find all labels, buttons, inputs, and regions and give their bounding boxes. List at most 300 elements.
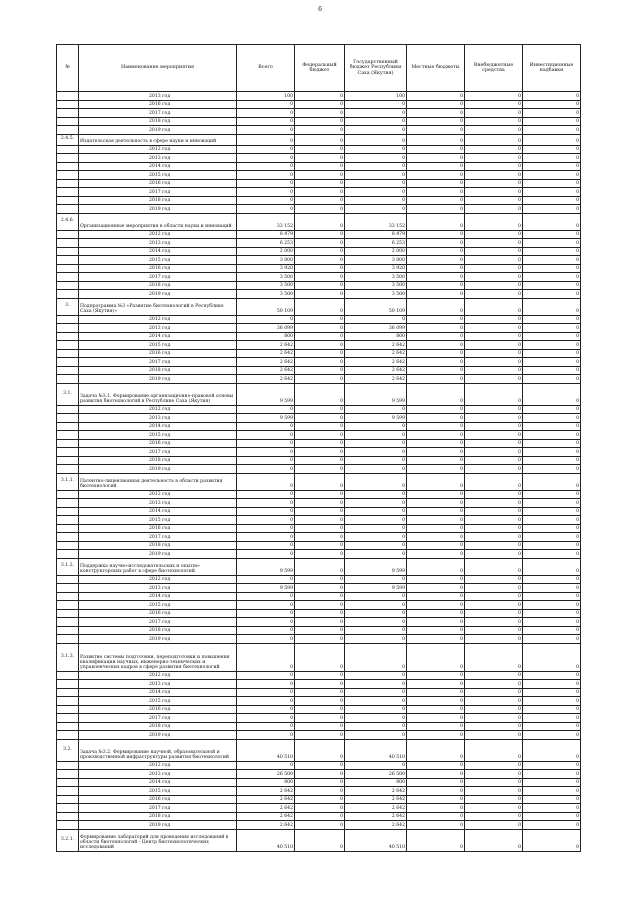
value-cell: 0 xyxy=(237,465,295,474)
value-cell: 0 xyxy=(407,324,465,333)
year-label: 2018 год xyxy=(79,456,237,465)
value-cell: 0 xyxy=(465,162,523,171)
value-cell: 8 479 xyxy=(345,230,407,239)
value-cell: 0 xyxy=(237,609,295,618)
value-cell: 0 xyxy=(295,739,345,761)
value-cell: 2 642 xyxy=(345,358,407,367)
value-cell: 0 xyxy=(465,705,523,714)
year-label: 2013 год xyxy=(79,499,237,508)
year-row xyxy=(57,205,581,214)
year-row xyxy=(57,230,581,239)
year-row xyxy=(57,635,581,644)
row-number xyxy=(57,405,79,414)
year-label: 2014 год xyxy=(79,332,237,341)
year-row xyxy=(57,550,581,559)
value-cell: 0 xyxy=(237,179,295,188)
value-cell: 0 xyxy=(407,490,465,499)
value-cell: 0 xyxy=(407,315,465,324)
value-cell: 0 xyxy=(407,465,465,474)
value-cell: 0 xyxy=(523,705,581,714)
value-cell: 0 xyxy=(407,422,465,431)
value-cell: 0 xyxy=(295,256,345,265)
section-row xyxy=(57,643,581,671)
value-cell: 3 500 xyxy=(237,281,295,290)
value-cell: 3 500 xyxy=(345,290,407,299)
row-number xyxy=(57,575,79,584)
value-cell: 0 xyxy=(295,162,345,171)
value-cell: 0 xyxy=(295,239,345,248)
value-cell: 2 642 xyxy=(345,821,407,830)
value-cell: 0 xyxy=(345,315,407,324)
value-cell: 0 xyxy=(295,804,345,813)
value-cell: 0 xyxy=(465,109,523,118)
value-cell: 0 xyxy=(523,273,581,282)
year-label: 2012 год xyxy=(79,671,237,680)
value-cell: 3 500 xyxy=(237,273,295,282)
value-cell: 0 xyxy=(523,230,581,239)
year-label: 2012 год xyxy=(79,490,237,499)
activity-name: Задача №3.1. Формирование организационно-правовой основы развития биотехнологий в Республике Саха (Якутия) xyxy=(79,383,237,405)
year-row xyxy=(57,601,581,610)
value-cell: 6 253 xyxy=(345,239,407,248)
row-number: 2.4.5. xyxy=(57,134,79,145)
value-cell: 0 xyxy=(523,688,581,697)
value-cell: 50 109 xyxy=(345,298,407,315)
value-cell: 0 xyxy=(237,688,295,697)
year-row xyxy=(57,332,581,341)
activity-name: Организационные мероприятия в области науки и инноваций xyxy=(79,213,237,230)
year-label: 2014 год xyxy=(79,162,237,171)
value-cell: 0 xyxy=(407,375,465,384)
year-row xyxy=(57,247,581,256)
value-cell: 0 xyxy=(237,592,295,601)
value-cell: 0 xyxy=(345,465,407,474)
year-row xyxy=(57,778,581,787)
year-row xyxy=(57,609,581,618)
row-number xyxy=(57,179,79,188)
row-number xyxy=(57,688,79,697)
year-row xyxy=(57,162,581,171)
year-label: 2015 год xyxy=(79,697,237,706)
value-cell: 0 xyxy=(295,761,345,770)
value-cell: 100 xyxy=(237,92,295,101)
value-cell: 0 xyxy=(345,196,407,205)
value-cell: 0 xyxy=(237,533,295,542)
value-cell: 0 xyxy=(465,126,523,135)
value-cell: 0 xyxy=(407,770,465,779)
value-cell: 0 xyxy=(523,349,581,358)
row-number xyxy=(57,465,79,474)
value-cell: 0 xyxy=(465,298,523,315)
value-cell: 0 xyxy=(465,804,523,813)
value-cell: 0 xyxy=(345,761,407,770)
value-cell: 0 xyxy=(523,516,581,525)
value-cell: 0 xyxy=(237,731,295,740)
value-cell: 0 xyxy=(407,290,465,299)
value-cell: 0 xyxy=(407,126,465,135)
value-cell: 0 xyxy=(407,134,465,145)
year-row xyxy=(57,705,581,714)
value-cell: 0 xyxy=(237,171,295,180)
value-cell: 0 xyxy=(407,778,465,787)
year-label: 2019 год xyxy=(79,290,237,299)
value-cell: 0 xyxy=(465,281,523,290)
year-label: 2016 год xyxy=(79,349,237,358)
value-cell: 0 xyxy=(345,162,407,171)
value-cell: 0 xyxy=(345,405,407,414)
year-row xyxy=(57,499,581,508)
value-cell: 0 xyxy=(345,731,407,740)
value-cell: 0 xyxy=(407,230,465,239)
value-cell: 9 599 xyxy=(237,414,295,423)
value-cell: 0 xyxy=(237,626,295,635)
value-cell: 0 xyxy=(465,499,523,508)
value-cell: 0 xyxy=(237,448,295,457)
row-number xyxy=(57,778,79,787)
value-cell: 0 xyxy=(523,154,581,163)
year-label: 2017 год xyxy=(79,448,237,457)
value-cell: 0 xyxy=(523,264,581,273)
value-cell: 0 xyxy=(407,247,465,256)
year-row xyxy=(57,584,581,593)
value-cell: 0 xyxy=(237,516,295,525)
value-cell: 0 xyxy=(465,601,523,610)
value-cell: 0 xyxy=(407,626,465,635)
value-cell: 6 253 xyxy=(237,239,295,248)
value-cell: 3 500 xyxy=(345,281,407,290)
row-number xyxy=(57,154,79,163)
value-cell: 0 xyxy=(295,795,345,804)
value-cell: 0 xyxy=(523,383,581,405)
value-cell: 33 152 xyxy=(237,213,295,230)
value-cell: 0 xyxy=(407,439,465,448)
year-row xyxy=(57,626,581,635)
value-cell: 0 xyxy=(407,366,465,375)
row-number xyxy=(57,697,79,706)
value-cell: 0 xyxy=(465,341,523,350)
value-cell: 0 xyxy=(523,812,581,821)
value-cell: 0 xyxy=(345,109,407,118)
value-cell: 0 xyxy=(465,524,523,533)
value-cell: 0 xyxy=(465,575,523,584)
value-cell: 0 xyxy=(407,584,465,593)
value-cell: 0 xyxy=(465,626,523,635)
row-number xyxy=(57,145,79,154)
value-cell: 0 xyxy=(523,162,581,171)
value-cell: 0 xyxy=(523,626,581,635)
year-label: 2015 год xyxy=(79,171,237,180)
row-number xyxy=(57,787,79,796)
value-cell: 9 599 xyxy=(345,558,407,575)
value-cell: 0 xyxy=(523,592,581,601)
year-row xyxy=(57,196,581,205)
year-row xyxy=(57,154,581,163)
value-cell: 0 xyxy=(465,697,523,706)
value-cell: 0 xyxy=(295,787,345,796)
value-cell: 0 xyxy=(465,795,523,804)
value-cell: 0 xyxy=(465,680,523,689)
value-cell: 0 xyxy=(295,507,345,516)
value-cell: 0 xyxy=(295,541,345,550)
value-cell: 0 xyxy=(523,366,581,375)
value-cell: 0 xyxy=(295,722,345,731)
year-label: 2016 год xyxy=(79,795,237,804)
year-row xyxy=(57,256,581,265)
row-number xyxy=(57,422,79,431)
value-cell: 0 xyxy=(407,414,465,423)
value-cell: 0 xyxy=(407,171,465,180)
value-cell: 0 xyxy=(465,117,523,126)
value-cell: 0 xyxy=(465,171,523,180)
value-cell: 0 xyxy=(465,405,523,414)
row-number xyxy=(57,366,79,375)
value-cell: 0 xyxy=(407,341,465,350)
value-cell: 0 xyxy=(465,533,523,542)
value-cell: 0 xyxy=(523,358,581,367)
value-cell: 0 xyxy=(523,722,581,731)
value-cell: 0 xyxy=(523,465,581,474)
value-cell: 0 xyxy=(345,179,407,188)
value-cell: 0 xyxy=(407,787,465,796)
value-cell: 800 xyxy=(345,778,407,787)
year-row xyxy=(57,592,581,601)
year-row xyxy=(57,456,581,465)
value-cell: 0 xyxy=(523,414,581,423)
value-cell: 0 xyxy=(237,109,295,118)
value-cell: 0 xyxy=(465,230,523,239)
value-cell: 0 xyxy=(465,770,523,779)
activity-name: Издательская деятельность в сфере науки и инноваций xyxy=(79,134,237,145)
value-cell: 0 xyxy=(237,643,295,671)
value-cell: 36 099 xyxy=(237,324,295,333)
funding-table xyxy=(56,44,581,852)
value-cell: 0 xyxy=(523,618,581,627)
value-cell: 0 xyxy=(345,188,407,197)
year-row xyxy=(57,281,581,290)
value-cell: 0 xyxy=(237,439,295,448)
year-label: 2016 год xyxy=(79,179,237,188)
year-label: 2017 год xyxy=(79,804,237,813)
value-cell: 0 xyxy=(407,558,465,575)
value-cell: 2 642 xyxy=(237,804,295,813)
value-cell: 0 xyxy=(465,422,523,431)
value-cell: 0 xyxy=(465,358,523,367)
activity-name: Патентно-лицензионная деятельность в области развития биотехнологий xyxy=(79,473,237,490)
row-number xyxy=(57,171,79,180)
value-cell: 0 xyxy=(523,714,581,723)
col-header-total: Всего xyxy=(237,45,295,92)
col-header-local: Местные бюджеты xyxy=(407,45,465,92)
row-number xyxy=(57,490,79,499)
row-number xyxy=(57,414,79,423)
value-cell: 0 xyxy=(345,541,407,550)
value-cell: 0 xyxy=(237,117,295,126)
value-cell: 0 xyxy=(523,134,581,145)
value-cell: 0 xyxy=(465,722,523,731)
row-number xyxy=(57,100,79,109)
value-cell: 0 xyxy=(523,635,581,644)
value-cell: 0 xyxy=(523,171,581,180)
value-cell: 0 xyxy=(345,688,407,697)
year-row xyxy=(57,239,581,248)
year-label: 2016 год xyxy=(79,609,237,618)
row-number xyxy=(57,256,79,265)
year-label: 2016 год xyxy=(79,439,237,448)
value-cell: 0 xyxy=(295,770,345,779)
value-cell: 0 xyxy=(465,92,523,101)
year-row xyxy=(57,795,581,804)
year-label: 2016 год xyxy=(79,524,237,533)
year-label: 2019 год xyxy=(79,205,237,214)
year-label: 2012 год xyxy=(79,145,237,154)
value-cell: 0 xyxy=(237,671,295,680)
section-row xyxy=(57,134,581,145)
col-header-number: № xyxy=(57,45,79,92)
year-label: 2019 год xyxy=(79,375,237,384)
value-cell: 0 xyxy=(345,100,407,109)
value-cell: 0 xyxy=(523,787,581,796)
value-cell: 2 642 xyxy=(237,366,295,375)
row-number: 3.1.3. xyxy=(57,643,79,671)
year-row xyxy=(57,341,581,350)
year-row xyxy=(57,358,581,367)
year-row xyxy=(57,821,581,830)
value-cell: 0 xyxy=(237,575,295,584)
value-cell: 0 xyxy=(295,731,345,740)
activity-name: Развитие системы подготовки, переподготовки и повышения квалификации научных, инженерно-технических и управленческих кадров в сфере развития биотехнологий xyxy=(79,643,237,671)
value-cell: 3 000 xyxy=(237,256,295,265)
value-cell: 0 xyxy=(237,431,295,440)
value-cell: 0 xyxy=(523,575,581,584)
value-cell: 0 xyxy=(295,499,345,508)
year-label: 2019 год xyxy=(79,731,237,740)
year-label: 2014 год xyxy=(79,778,237,787)
value-cell: 0 xyxy=(465,558,523,575)
value-cell: 0 xyxy=(345,592,407,601)
year-row xyxy=(57,697,581,706)
year-label: 2015 год xyxy=(79,601,237,610)
value-cell: 0 xyxy=(295,584,345,593)
value-cell: 0 xyxy=(237,405,295,414)
year-row xyxy=(57,414,581,423)
value-cell: 0 xyxy=(407,761,465,770)
year-row xyxy=(57,171,581,180)
value-cell: 0 xyxy=(407,731,465,740)
value-cell: 0 xyxy=(295,196,345,205)
value-cell: 0 xyxy=(295,264,345,273)
row-number xyxy=(57,281,79,290)
value-cell: 0 xyxy=(295,324,345,333)
value-cell: 0 xyxy=(407,739,465,761)
year-label: 2012 год xyxy=(79,315,237,324)
year-label: 2019 год xyxy=(79,635,237,644)
value-cell: 0 xyxy=(465,375,523,384)
value-cell: 100 xyxy=(345,92,407,101)
value-cell: 0 xyxy=(345,205,407,214)
year-label: 2014 год xyxy=(79,507,237,516)
value-cell: 0 xyxy=(407,92,465,101)
value-cell: 0 xyxy=(345,635,407,644)
year-label: 2013 год xyxy=(79,584,237,593)
value-cell: 0 xyxy=(465,188,523,197)
value-cell: 0 xyxy=(523,247,581,256)
value-cell: 0 xyxy=(407,456,465,465)
value-cell: 0 xyxy=(295,448,345,457)
row-number xyxy=(57,618,79,627)
year-row xyxy=(57,731,581,740)
header-row xyxy=(57,45,581,92)
value-cell: 0 xyxy=(407,431,465,440)
year-row xyxy=(57,315,581,324)
row-number xyxy=(57,635,79,644)
year-row xyxy=(57,787,581,796)
value-cell: 9 599 xyxy=(237,584,295,593)
value-cell: 0 xyxy=(407,332,465,341)
value-cell: 3 000 xyxy=(345,256,407,265)
row-number xyxy=(57,812,79,821)
value-cell: 0 xyxy=(407,281,465,290)
value-cell: 0 xyxy=(407,680,465,689)
year-row xyxy=(57,290,581,299)
year-row xyxy=(57,524,581,533)
value-cell: 3 500 xyxy=(237,290,295,299)
value-cell: 9 599 xyxy=(237,383,295,405)
value-cell: 0 xyxy=(295,829,345,851)
value-cell: 0 xyxy=(295,533,345,542)
row-number xyxy=(57,671,79,680)
value-cell: 2 642 xyxy=(237,349,295,358)
col-header-federal: Федеральный бюджет xyxy=(295,45,345,92)
value-cell: 0 xyxy=(237,550,295,559)
value-cell: 0 xyxy=(345,456,407,465)
value-cell: 0 xyxy=(465,273,523,282)
value-cell: 0 xyxy=(237,145,295,154)
value-cell: 0 xyxy=(523,601,581,610)
value-cell: 0 xyxy=(523,821,581,830)
value-cell: 0 xyxy=(407,688,465,697)
value-cell: 2 642 xyxy=(237,812,295,821)
value-cell: 0 xyxy=(237,601,295,610)
row-number xyxy=(57,533,79,542)
value-cell: 0 xyxy=(523,770,581,779)
value-cell: 0 xyxy=(295,575,345,584)
value-cell: 0 xyxy=(523,179,581,188)
value-cell: 2 642 xyxy=(345,341,407,350)
year-row xyxy=(57,714,581,723)
activity-name: Поддержка научно-исследовательских и опытно-конструкторских работ в сфере биотехнологий xyxy=(79,558,237,575)
value-cell: 0 xyxy=(345,671,407,680)
value-cell: 0 xyxy=(523,499,581,508)
value-cell: 0 xyxy=(465,366,523,375)
year-label: 2013 год xyxy=(79,414,237,423)
value-cell: 0 xyxy=(523,731,581,740)
row-number xyxy=(57,761,79,770)
value-cell: 0 xyxy=(237,618,295,627)
row-number: 2.4.6. xyxy=(57,213,79,230)
row-number xyxy=(57,439,79,448)
value-cell: 0 xyxy=(295,145,345,154)
year-row xyxy=(57,465,581,474)
value-cell: 0 xyxy=(523,126,581,135)
value-cell: 0 xyxy=(465,507,523,516)
row-number xyxy=(57,239,79,248)
year-label: 2017 год xyxy=(79,533,237,542)
row-number xyxy=(57,770,79,779)
value-cell: 0 xyxy=(465,414,523,423)
value-cell: 0 xyxy=(345,680,407,689)
year-label: 2012 год xyxy=(79,230,237,239)
value-cell: 0 xyxy=(523,671,581,680)
